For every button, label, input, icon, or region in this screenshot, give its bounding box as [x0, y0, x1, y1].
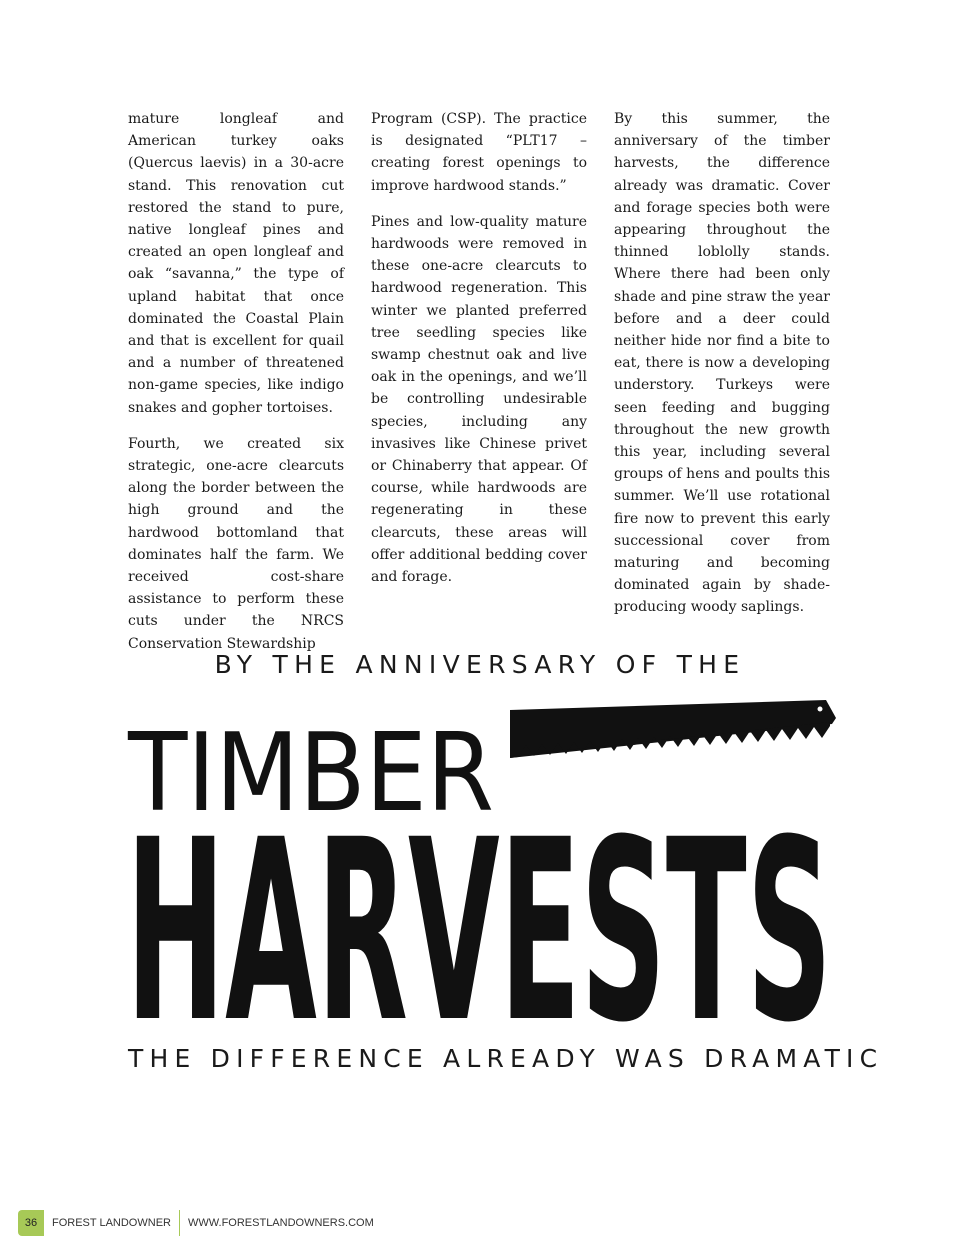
- website-link[interactable]: WWW.FORESTLANDOWNERS.COM: [187, 1217, 374, 1229]
- paragraph: Fourth, we created six strategic, one-acre clearcuts along the border between the high ground and the hardwood bottomland that dominates half the farm. We received cost-share assistance to perform these cuts under the NRCS Conservation Stewardship: [128, 435, 344, 652]
- pullquote-line-top: BY THE ANNIVERSARY OF THE: [214, 650, 746, 679]
- article-column-3: [614, 108, 830, 669]
- article-body: [128, 108, 830, 669]
- pullquote-word-timber: TIMBER: [128, 711, 494, 836]
- saw-icon: [510, 700, 836, 758]
- pullquote-line-bottom: THE DIFFERENCE ALREADY WAS DRAMATIC: [128, 1044, 884, 1073]
- paragraph: Program (CSP). The practice is designated “PLT17 – creating forest openings to improve hardwood stands.”: [371, 111, 587, 194]
- paragraph: By this summer, the anniversary of the timber harvests, the difference already was dramatic. Cover and forage species both were appearing throughout the thinned loblolly stands. Where there had been only shade and pine straw the year before and a deer could neither hide nor find a bite to eat, there is now a developing understory. Turkeys were seen feeding and bugging throughout the new growth this year, including several groups of hens and poults this summer. We’ll use rotational fire now to prevent this early successional cover from maturing and becoming dominated again by shade-producing woody saplings.: [614, 111, 830, 616]
- page-footer: [18, 1210, 374, 1236]
- page-number: 36: [18, 1210, 44, 1236]
- paragraph: mature longleaf and American turkey oaks (Quercus laevis) in a 30-acre stand. This renovation cut restored the stand to pure, native longleaf pines and created an open longleaf and oak “savanna,” the type of upland habitat that once dominated the Coastal Plain and that is excellent for quail and a number of threatened non-game species, like indigo snakes and gopher tortoises.: [128, 111, 344, 416]
- pullquote-word-harvests: HARVESTS: [126, 786, 832, 1030]
- publication-name: FOREST LANDOWNER: [52, 1217, 171, 1229]
- pullquote-art: [126, 700, 836, 1030]
- article-column-2: [371, 108, 587, 669]
- article-column-1: [128, 108, 344, 669]
- footer-divider: [179, 1210, 180, 1236]
- paragraph: Pines and low-quality mature hardwoods were removed in these one-acre clearcuts to hardwood regeneration. This winter we planted preferred tree seedling species like swamp chestnut oak and live oak in the openings, and we’ll be controlling undesirable species, including any invasives like Chinese privet or Chinaberry that appear. Of course, while hardwoods are regenerating in these clearcuts, these areas will offer additional bedding cover and forage.: [371, 213, 587, 586]
